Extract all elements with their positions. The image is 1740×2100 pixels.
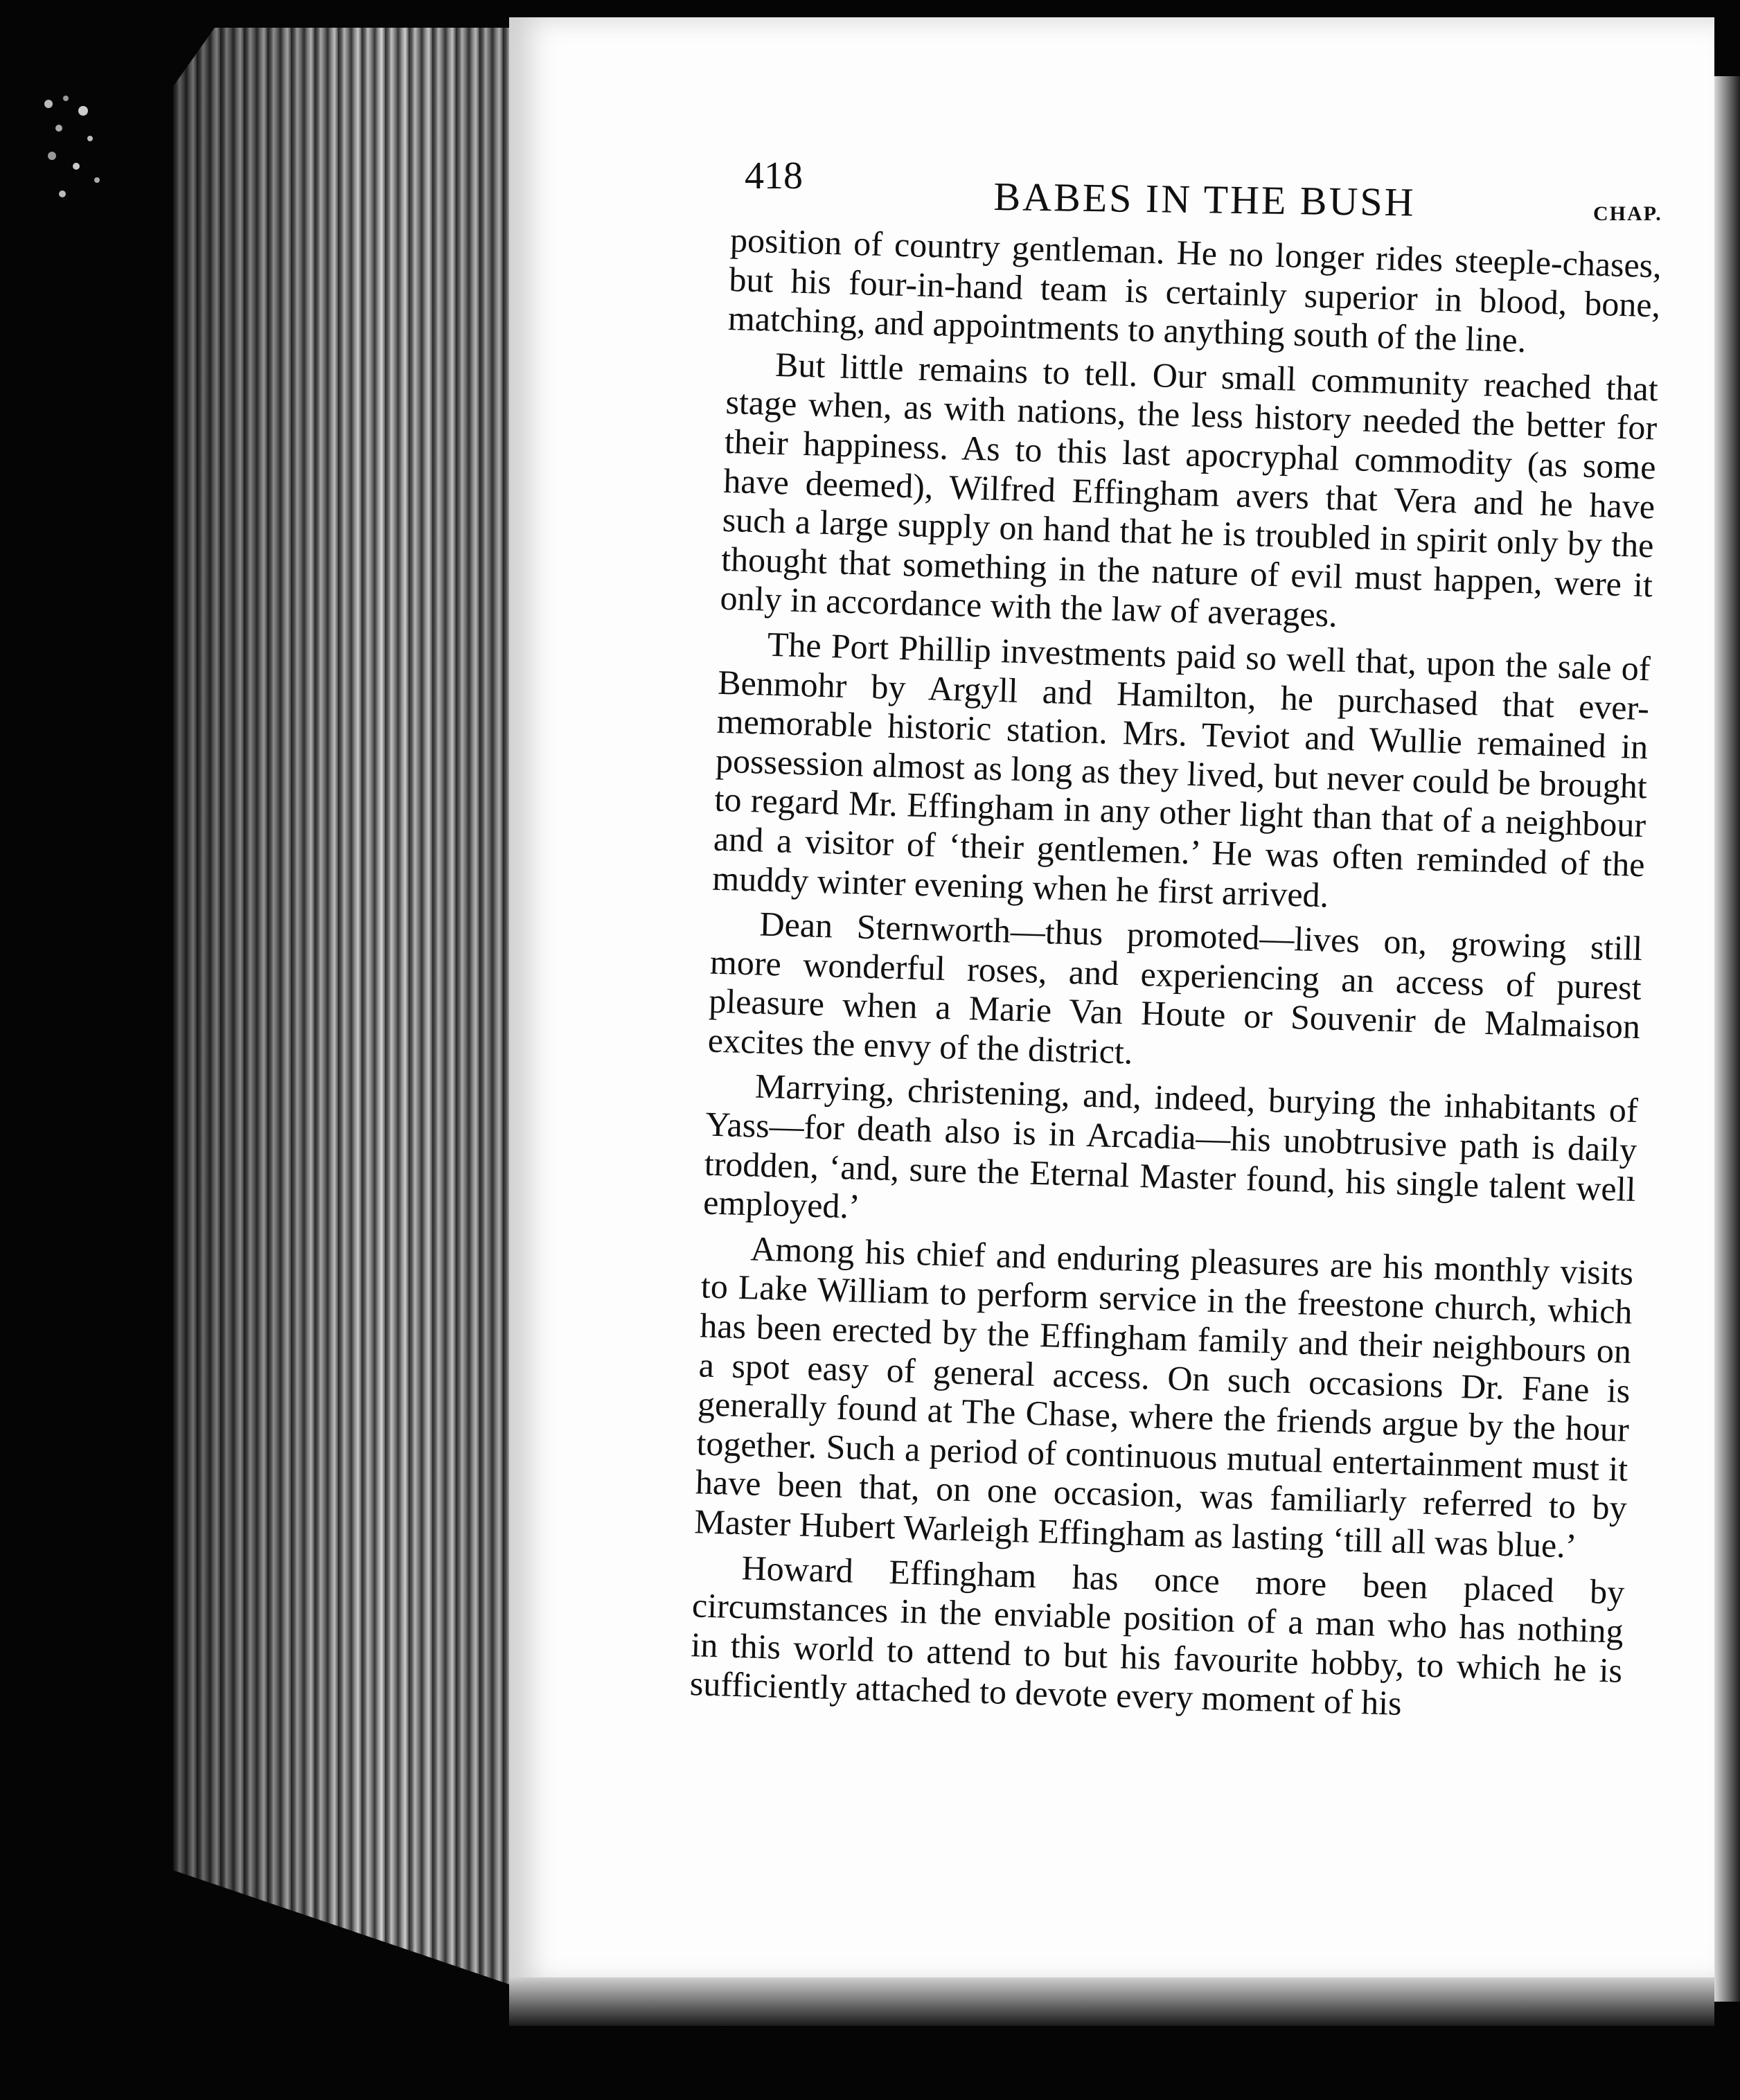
paragraph: Howard Effingham has once more been placed by circumstances in the enviable position of a man who has nothing in this world to attend to but his favourite hobby, to which he is sufficiently attached to devote every moment of his xyxy=(689,1547,1625,1723)
body-text xyxy=(689,220,1662,1735)
running-head: BABES IN THE BUSH xyxy=(993,173,1416,225)
dust-specks xyxy=(35,90,111,208)
paragraph: Marrying, christening, and, indeed, burying the inhabitants of Yass—for death also is in Arcadia—his unobtrusive path is daily trodden, ‘and, sure the Eternal Master found, his single talent well employed.’ xyxy=(702,1066,1639,1227)
right-page-edge xyxy=(1714,76,1740,2002)
paragraph: But little remains to tell. Our small community reached that stage when, as with nations, the less history needed the better for their happiness. As to this last apocryphal commodity (as some have deemed), Wilfred Effingham avers that Vera and he have such a large supply on hand that he is troubled in spirit only by the thought that something in the nature of evil must happen, were it only in accordance with the law of averages. xyxy=(719,344,1659,635)
paragraph: Among his chief and enduring pleasures are his monthly visits to Lake William to perform service in the freestone church, which has been erected by the Effingham family and their neighbours on a spot easy of general access. On such occasions Dr. Fane is generally found at The Chase, where the friends argue by the hour together. Such a period of continuous mutual entertainment must it have been that, on one occasion, was familiarly referred to by Master Hubert Warleigh Effingham as lasting ‘till all was blue.’ xyxy=(693,1229,1634,1565)
paragraph: The Port Phillip investments paid so well that, upon the sale of Benmohr by Argyll and Hamilton, he purchased that ever-memorable historic station. Mrs. Teviot and Wullie remained in possession almost as long as they lived, but never could be brought to regard Mr. Effingham in any other light than that of a neighbour and a visitor of ‘their gentlemen.’ He was often reminded of the muddy winter evening when he first arrived. xyxy=(711,624,1651,914)
page-bottom-shadow xyxy=(509,1977,1714,2026)
page-edges-shadow xyxy=(173,28,520,1988)
paragraph: Dean Sternworth—thus promoted—lives on, growing still more wonderful roses, and experiencing an access of purest pleasure when a Marie Van Houte or Souvenir de Malmaison excites the envy of the district. xyxy=(707,904,1643,1071)
chapter-mark: CHAP. xyxy=(1593,202,1662,225)
paragraph: position of country gentleman. He no longer rides steeple-chases, but his four-in-hand team is certainly superior in blood, bone, matching, and appointments to anything south of the line. xyxy=(727,220,1662,360)
page-number: 418 xyxy=(745,154,803,197)
